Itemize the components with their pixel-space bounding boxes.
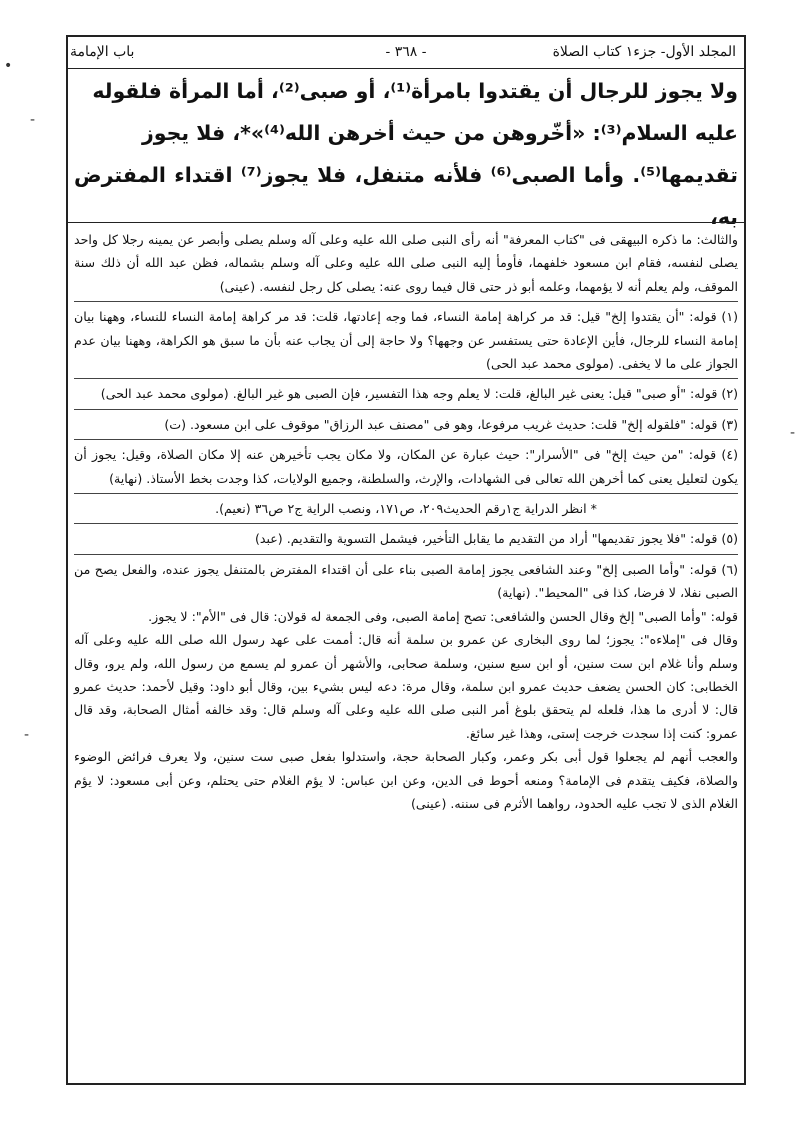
footnote-divider [74,523,738,524]
footnote-paragraph: والثالث: ما ذكره البيهقى فى "كتاب المعرفة" أنه رأى النبى صلى الله عليه وعلى آله وسلم يصلى وأبصر عن يمينه رجلا كل واحد يصلى لنفسه، فقام ابن مسعود خلفهما، فأومأ إليه النبى صلى الله عليه وعلى آله وسلم بشماله، فظن عبد الله أن ذلك سنة الموقف، ولم يعلم أنه لا يؤمهما، وعلمه أبو ذر حتى قال فيما روى عنه: يصلى كل رجل لنفسه. (عينى) [74,232,738,294]
footnote-divider [74,439,738,440]
scan-mark: - [24,727,30,743]
footnote-paragraph: والعجب أنهم لم يجعلوا قول أبى بكر وعمر، وكبار الصحابة حجة، واستدلوا بفعل صبى ست سنين، ولا يعرف فرائض الوضوء والصلاة، فكيف يتقدم فى الإمامة؟ ومنعه أحوط فى الدين، وعن ابن عباس: لا يؤم الغلام حتى يحتلم، وعن أبى مسعود: لا يؤم الغلام الذى لا تجب عليه الحدود، رواهما الأثرم فى سننه. (عينى) [74,749,738,811]
page-number: - ٣٦٨ - [385,44,427,60]
scan-mark: - [30,112,36,128]
footnote-paragraph: (٣) قوله: "فلقوله إلخ" قلت: حديث غريب مرفوعا، وهو فى "مصنف عبد الرزاق" موقوف على ابن مسعود. (ت) [164,416,738,432]
volume-title: المجلد الأول- جزء١ كتاب الصلاة [552,44,736,60]
scan-mark: - [790,425,796,441]
main-line: تقديمها⁽⁵⁾. وأما الصبى⁽⁶⁾ فلأنه متنفل، فلا يجوز⁽⁷⁾ اقتداء المفترض به، [74,163,738,229]
footnote-paragraph: (٢) قوله: "أو صبى" قيل: يعنى غير البالغ، قلت: لا يعلم وجه هذا التفسير، فإن الصبى هو غير البالغ. (مولوى محمد عبد الحى) [100,386,738,402]
footnote-paragraph: (١) قوله: "أن يقتدوا إلخ" قيل: قد مر كراهة إمامة النساء، فما وجه إعادتها، قلت: قد مر كراهة إمامة النساء للنساء، وههنا بيان إمامة النساء للرجال، فأين الإعادة حتى يستفسر عن وجهها؟ ولا حاجة إلى أن يجاب عنه بأن ما سبق هو الكراهة، وههنا بيان عدم الجواز على ما لا يخفى. (مولوى محمد عبد الحى) [74,309,738,372]
footnote-divider [74,301,738,302]
main-text [74,70,738,238]
chapter-title: باب الإمامة [70,44,135,60]
footnote-divider [74,554,738,555]
footnote-paragraph: وقال فى "إملاءه": يجوز؛ لما روى البخارى عن عمرو بن سلمة أنه قال: أممت على عهد رسول الله صلى الله عليه وعلى آله وسلم وأنا غلام ابن ست سنين، أو ابن سبع سنين، وسلمة صحابى، والأشهر أن عمرو لم يسمع من رسول الله، ولم يرو، وقال الخطابى: كان الحسن يضعف حديث عمرو ابن سلمة، وقال مرة: دعه ليس بشيء بين، وقال أبو داود: وقيل لأحمد: حديث عمرو قال: لا أدرى ما هذا، فلعله لم يتحقق بلوغ أمر النبى صلى الله عليه وعلى آله وسلم قال: وقد خالفه أمثال الصحابة، وقد قال عمرو: كنت إذا سجدت خرجت إستى، وهذا غير سائغ. [74,632,738,741]
footnote-paragraph: (٤) قوله: "من حيث إلخ" فى "الأسرار": حيث عبارة عن المكان، ولا مكان يجب تأخيرهن عنه إلا مكان الصلاة، وقيل: يجوز أن يكون لتعليل يعنى كما أخرهن الله تعالى فى الشهادات، والإرث، والسلطنة، وجميع الولايات، كذا وجدت بخط الأستاذ. (نهاية) [74,447,738,486]
footnote-paragraph: قوله: "وأما الصبى" إلخ وقال الحسن والشافعى: تصح إمامة الصبى، وفى الجمعة له قولان: قال فى "الأم": لا يجوز. [148,608,738,624]
main-line: ولا يجوز للرجال أن يقتدوا بامرأة⁽¹⁾، أو صبى⁽²⁾، أما المرأة فلقوله [92,79,738,103]
scan-dot: • [4,58,13,74]
header-rule [68,68,744,69]
footnote-divider [74,493,738,494]
footnote-paragraph: (٦) قوله: "وأما الصبى إلخ" وعند الشافعى يجوز إمامة الصبى بناء على أن اقتداء المفترض بالمتنفل يجوز عنده، والفعل يصح من الصبى نفلا، لا فرضا، كذا فى "المحيط". (نهاية) [74,561,738,601]
footnote-paragraph: (٥) قوله: "فلا يجوز تقديمها" أراد من التقديم ما يقابل التأخير، فيشمل التسوية والتقديم. (عبد) [254,531,738,547]
main-text-rule [68,222,744,223]
footnote-divider [74,378,738,379]
star-footnote: * انظر الدراية ج١رقم الحديث٢٠٩، ص١٧١، ونصب الراية ج٢ ص٣٦ (نعيم). [215,501,597,517]
footnotes [74,228,738,815]
main-line: عليه السلام⁽³⁾: «أخّروهن من حيث أخرهن الله⁽⁴⁾»*، فلا يجوز [141,121,738,145]
page-header [70,38,742,68]
footnote-divider [74,409,738,410]
